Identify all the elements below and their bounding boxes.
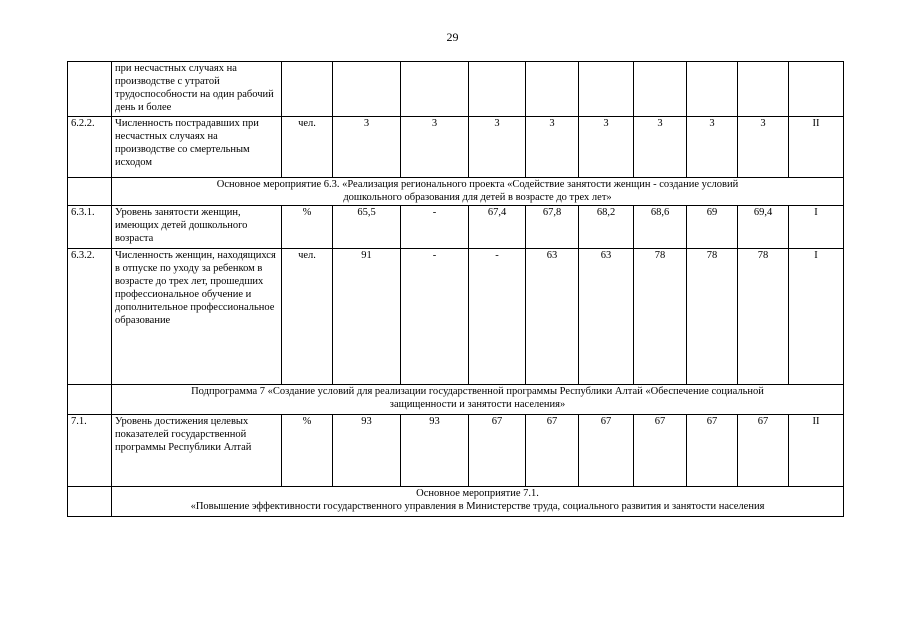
value-cell: [526, 62, 579, 117]
value-cell: 67: [526, 415, 579, 487]
value-cell: 69: [687, 206, 738, 249]
value-cell: [333, 62, 401, 117]
value-cell: 67: [634, 415, 687, 487]
indicator-name-cell: Уровень достижения целевых показателей государственной программы Республики Алтай: [112, 415, 282, 487]
value-cell: 67,8: [526, 206, 579, 249]
page-number: 29: [446, 30, 459, 44]
unit-cell: чел.: [282, 249, 333, 385]
value-cell: 3: [469, 117, 526, 178]
section-heading-line: защищенности и занятости населения»: [389, 399, 566, 410]
indicator-name-cell: Численность женщин, находящихся в отпуске по уходу за ребенком в возрасте до трех лет, прошедших профессиональное обучение и дополнительное профессиональное образование: [112, 249, 282, 385]
row-number-cell: [68, 62, 112, 117]
value-cell: 3: [526, 117, 579, 178]
value-cell: 3: [579, 117, 634, 178]
row-number-cell: 6.3.1.: [68, 206, 112, 249]
value-cell: 3: [687, 117, 738, 178]
value-cell: 3: [738, 117, 789, 178]
value-cell: 67: [687, 415, 738, 487]
value-cell: 65,5: [333, 206, 401, 249]
section-spacer-cell: [68, 385, 112, 415]
indicator-type-cell: [789, 62, 844, 117]
section-row: [68, 385, 844, 415]
unit-cell: %: [282, 415, 333, 487]
indicator-type-cell: I: [789, 206, 844, 249]
value-cell: 3: [401, 117, 469, 178]
unit-cell: [282, 62, 333, 117]
indicator-name-cell: Уровень занятости женщин, имеющих детей дошкольного возраста: [112, 206, 282, 249]
section-spacer-cell: [68, 487, 112, 517]
indicators-table: [67, 61, 844, 517]
value-cell: -: [401, 249, 469, 385]
section-row: [68, 487, 844, 517]
section-heading-line: «Повышение эффективности государственного управления в Министерстве труда, социального развития и занятости населения: [190, 501, 765, 512]
value-cell: [738, 62, 789, 117]
section-heading: [112, 385, 844, 415]
value-cell: 3: [333, 117, 401, 178]
unit-cell: %: [282, 206, 333, 249]
row-number-cell: 6.2.2.: [68, 117, 112, 178]
value-cell: 67: [469, 415, 526, 487]
value-cell: 63: [526, 249, 579, 385]
section-heading-line: дошкольного образования для детей в возрасте до трех лет»: [343, 192, 612, 203]
value-cell: 67: [738, 415, 789, 487]
value-cell: 93: [333, 415, 401, 487]
table-row: [68, 206, 844, 249]
value-cell: 69,4: [738, 206, 789, 249]
section-heading-line: Подпрограмма 7 «Создание условий для реализации государственной программы Республики Алтай «Обеспечение социальной: [191, 386, 764, 397]
indicator-name-cell: при несчастных случаях на производстве с утратой трудоспособности на один рабочий день и более: [112, 62, 282, 117]
row-number-cell: 7.1.: [68, 415, 112, 487]
value-cell: [401, 62, 469, 117]
table-row: [68, 62, 844, 117]
table-row: [68, 415, 844, 487]
value-cell: 78: [634, 249, 687, 385]
row-number-cell: 6.3.2.: [68, 249, 112, 385]
unit-cell: чел.: [282, 117, 333, 178]
value-cell: 3: [634, 117, 687, 178]
indicator-type-cell: II: [789, 117, 844, 178]
value-cell: [687, 62, 738, 117]
value-cell: 67: [579, 415, 634, 487]
value-cell: 68,2: [579, 206, 634, 249]
value-cell: [579, 62, 634, 117]
value-cell: [634, 62, 687, 117]
section-heading: [112, 487, 844, 517]
value-cell: 93: [401, 415, 469, 487]
value-cell: -: [401, 206, 469, 249]
section-heading: [112, 178, 844, 206]
table-row: [68, 249, 844, 385]
indicator-type-cell: I: [789, 249, 844, 385]
value-cell: -: [469, 249, 526, 385]
value-cell: 67,4: [469, 206, 526, 249]
section-row: [68, 178, 844, 206]
indicator-name-cell: Численность пострадавших при несчастных случаях на производстве со смертельным исходом: [112, 117, 282, 178]
value-cell: 68,6: [634, 206, 687, 249]
section-spacer-cell: [68, 178, 112, 206]
value-cell: [469, 62, 526, 117]
section-heading-line: Основное мероприятие 7.1.: [416, 488, 539, 499]
value-cell: 91: [333, 249, 401, 385]
section-heading-line: Основное мероприятие 6.3. «Реализация регионального проекта «Содействие занятости женщин - создание условий: [216, 179, 739, 190]
indicator-type-cell: II: [789, 415, 844, 487]
value-cell: 78: [687, 249, 738, 385]
value-cell: 63: [579, 249, 634, 385]
table-row: [68, 117, 844, 178]
value-cell: 78: [738, 249, 789, 385]
